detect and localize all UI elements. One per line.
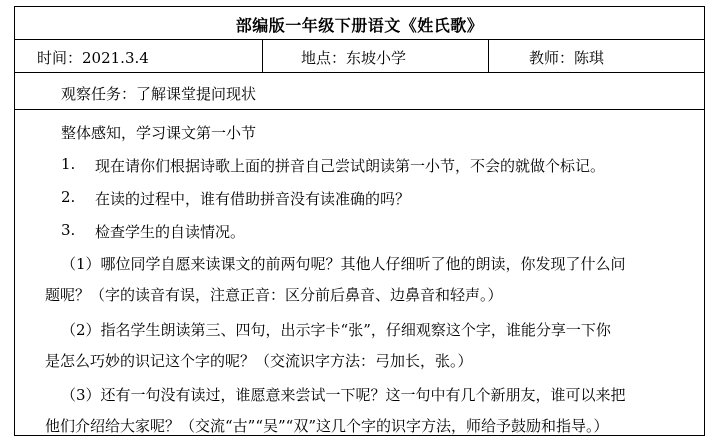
content-cell: [15, 110, 704, 435]
step-text: 现在请你们根据诗歌上面的拼音自己尝试朗读第一小节，不会的就做个标记。: [95, 157, 606, 175]
observation-task: 观察任务：了解课堂提问现状: [61, 85, 257, 103]
paragraph-line: （2）指名学生朗读第三、四句，出示字卡“张”，仔细观察这个字，谁能分享一下你: [61, 321, 611, 339]
title-row: [15, 7, 704, 40]
paragraph-line: （3）还有一句没有读过，谁愿意来尝试一下呢？这一句中有几个新朋友，谁可以来把: [61, 386, 626, 404]
place-cell: [263, 40, 489, 73]
teacher-text: 教师：陈琪: [529, 49, 605, 67]
task-row: [15, 73, 704, 110]
step-number: 2.: [61, 188, 76, 206]
paragraph-line: 是怎么巧妙的识记这个字的呢？（交流识字方法：弓加长，张。）: [45, 352, 473, 370]
step-number: 1.: [61, 155, 76, 173]
paragraph-line: （1）哪位同学自愿来读课文的前两句呢？其他人仔细听了他的朗读，你发现了什么问: [61, 255, 626, 273]
step-text: 在读的过程中，谁有借助拼音没有读准确的吗？: [95, 190, 411, 208]
paragraph-line: 题呢？（字的读音有误，注意正音：区分前后鼻音、边鼻音和轻声。）: [45, 286, 503, 304]
lesson-record-table: [14, 6, 705, 436]
info-row: [15, 40, 704, 73]
time-cell: [15, 40, 263, 73]
step-text: 检查学生的自读情况。: [95, 223, 246, 241]
intro-text: 整体感知，学习课文第一小节: [61, 124, 257, 142]
step-number: 3.: [61, 221, 76, 239]
document-title: 部编版一年级下册语文《姓氏歌》: [235, 16, 484, 35]
place-text: 地点：东坡小学: [301, 49, 407, 67]
time-text: 时间：2021.3.4: [37, 49, 149, 67]
teacher-cell: [489, 40, 704, 73]
paragraph-line: 他们介绍给大家呢？（交流“古”“吴”“双”这几个字的识字方法，师给予鼓励和指导。）: [45, 417, 609, 435]
